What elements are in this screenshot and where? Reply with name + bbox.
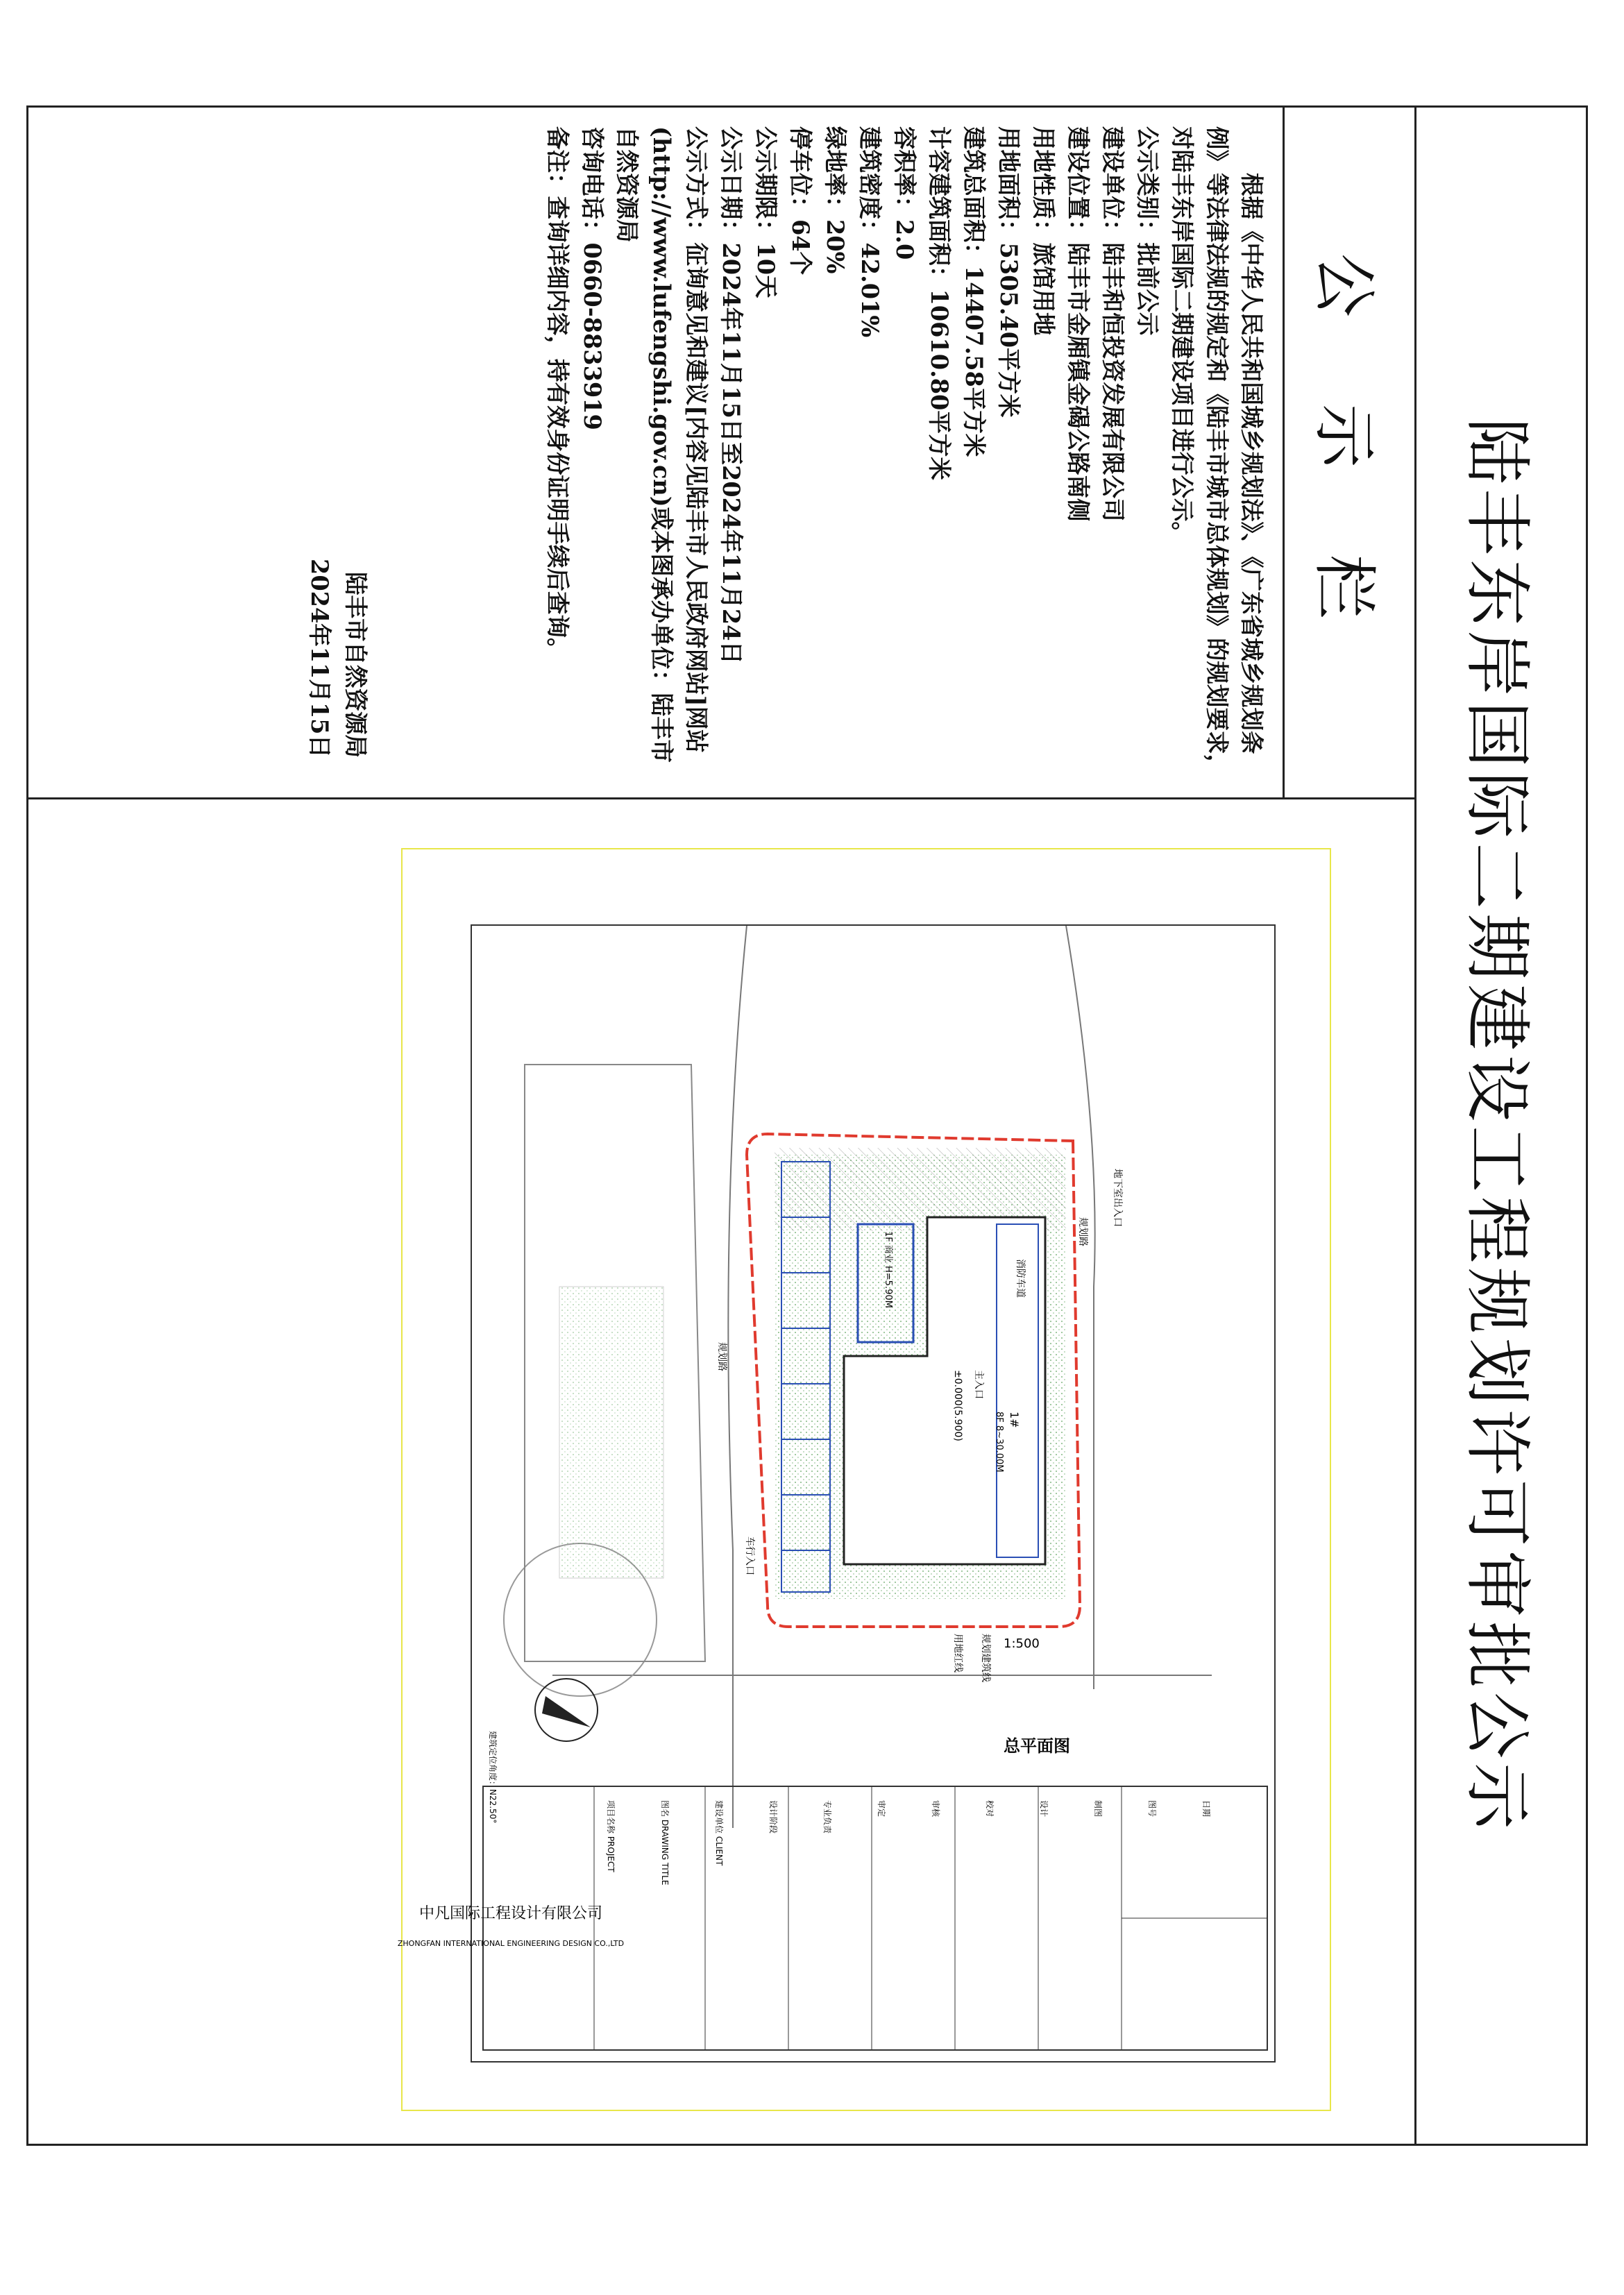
site-plan-svg [397, 926, 1274, 2061]
label-underground-entry: 地下室出入口 [1112, 1169, 1123, 1227]
notice-item-value: 陆丰市金厢镇金碣公路南侧 [1065, 242, 1092, 522]
notice-items [540, 126, 1165, 779]
label-car-entry: 车行入口 [744, 1536, 755, 1575]
titleblock-row: 审定 [877, 1800, 886, 1818]
notice-item [1130, 126, 1165, 779]
label-building-1: 1# [1008, 1412, 1021, 1428]
titleblock-company: 中凡国际工程设计有限公司 [418, 1905, 603, 1922]
titleblock-row: 图名 DRAWING TITLE [660, 1800, 670, 1886]
road-edge-south [728, 926, 747, 1828]
notice-item-value: 10610.80平方米 [926, 289, 953, 480]
label-road-south: 规划路 [716, 1342, 727, 1371]
notice-body [540, 126, 1269, 779]
adjacent-green [559, 1287, 663, 1578]
notice-column [26, 105, 1414, 799]
notice-item-value: 陆丰和恒投资发展有限公司 [1099, 242, 1126, 522]
notice-item [1026, 126, 1060, 779]
notice-item [852, 126, 887, 779]
notice-item [713, 126, 748, 779]
notice-item-value: 征询意见和建议[内容见陆丰市人民政府网站]网站(http://www.lufengshi.gov.cn)或本图承办单位：陆丰市自然资源局 [614, 126, 710, 763]
label-building-line: 规划建筑线 [980, 1634, 991, 1682]
notice-item [956, 126, 991, 779]
notice-item-value: 2.0 [891, 219, 918, 260]
site-plan-drawing [397, 924, 1276, 2063]
notice-item-label: 咨询电话： [579, 126, 606, 243]
notice-item-value: 查询详细内容，持有效身份证明手续后查询。 [544, 196, 571, 661]
notice-item-value: 42.01% [856, 242, 883, 338]
notice-item [887, 126, 922, 779]
titleblock-row: 校对 [985, 1800, 995, 1818]
titleblock-row: 制图 [1093, 1800, 1103, 1818]
notice-item-label: 用地性质： [1030, 126, 1057, 243]
drawing-scale: 1:500 [1004, 1636, 1040, 1651]
titleblock-company-en: ZHONGFAN INTERNATIONAL ENGINEERING DESIGN CO.,LTD [397, 1939, 625, 1948]
titleblock-row: 图号 [1147, 1800, 1157, 1818]
label-tower: 8F 8~30.00M [994, 1412, 1004, 1473]
notice-item [1060, 126, 1095, 779]
notice-item-label: 建设单位： [1099, 126, 1126, 243]
notice-item-label: 用地面积： [995, 126, 1022, 243]
notice-intro: 根据《中华人民共和国城乡规划法》、《广东省城乡规划条例》等法律法规的规定和《陆丰市城市总体规划》的规划要求，对陆丰东岸国际二期建设项目进行公示。 [1169, 126, 1265, 777]
notice-item [922, 126, 956, 779]
notice-item [1095, 126, 1130, 779]
notice-item-value: 5305.40平方米 [995, 242, 1022, 418]
notice-item-label: 建设位置： [1065, 126, 1092, 243]
titleblock-row: 建设单位 CLIENT [714, 1800, 724, 1866]
notice-item [783, 126, 818, 779]
notice-item-label: 绿地率： [822, 126, 849, 219]
notice-sheet [26, 105, 1588, 2146]
drawing-caption: 总平面图 [1004, 1736, 1070, 1756]
notice-item [540, 126, 575, 779]
issue-date: 2024年11月15日 [306, 559, 333, 758]
notice-item [609, 126, 713, 779]
notice-item-label: 公示期限： [752, 126, 779, 243]
notice-item-value: 0660-8833919 [579, 242, 606, 430]
notice-item-label: 停车位： [787, 126, 814, 219]
titleblock-row: 专业负责 [822, 1800, 832, 1834]
notice-item-value: 2024年11月15日至2024年11月24日 [718, 242, 745, 664]
label-fire-lane: 消防车道 [1015, 1259, 1026, 1298]
label-ground-level: ±0.000(5.900) [952, 1370, 963, 1441]
titleblock-row: 项目名称 PROJECT [606, 1800, 616, 1872]
page-title: 陆丰东岸国际二期建设工程规划许可审批公示 [1458, 418, 1536, 1834]
signature-block [301, 244, 373, 758]
notice-item [818, 126, 852, 779]
notice-item [748, 126, 783, 779]
label-north-note: 建筑定位角度：N22.50° [488, 1731, 498, 1824]
notice-item-label: 备注： [544, 126, 571, 196]
notice-item-label: 建筑总面积： [961, 126, 988, 266]
notice-item-label: 公示类别： [1134, 126, 1161, 243]
label-podium: 1F 商业 H=5.90M [883, 1231, 893, 1308]
north-arrow-icon [535, 1679, 598, 1741]
notice-item [991, 126, 1026, 779]
notice-item-value: 20% [822, 219, 849, 274]
titleblock-row: 日期 [1201, 1800, 1211, 1818]
notice-item-value: 10天 [752, 242, 779, 298]
notice-item-value: 64个 [787, 219, 814, 276]
label-land-line: 用地红线 [952, 1634, 963, 1672]
drawing-area [26, 799, 1414, 2146]
label-main-entry: 主入口 [973, 1370, 984, 1399]
notice-item-label: 容积率： [891, 126, 918, 219]
notice-item-label: 公示方式： [683, 126, 710, 243]
titleblock-row: 审核 [931, 1800, 940, 1818]
notice-item-value: 批前公示 [1134, 242, 1161, 336]
label-road: 规划路 [1077, 1217, 1088, 1246]
title-band [1414, 105, 1588, 2146]
notice-item [575, 126, 609, 779]
titleblock-row: 设计 [1039, 1800, 1049, 1818]
titleblock-row: 设计阶段 [768, 1800, 778, 1834]
notice-item-value: 旅馆用地 [1030, 242, 1057, 336]
issuer: 陆丰市自然资源局 [342, 572, 369, 758]
notice-item-label: 计容建筑面积： [926, 126, 953, 289]
notice-heading: 公 示 栏 [1283, 105, 1414, 799]
notice-item-label: 建筑密度： [856, 126, 883, 243]
notice-item-label: 公示日期： [718, 126, 745, 243]
notice-item-value: 14407.58平方米 [961, 266, 988, 457]
